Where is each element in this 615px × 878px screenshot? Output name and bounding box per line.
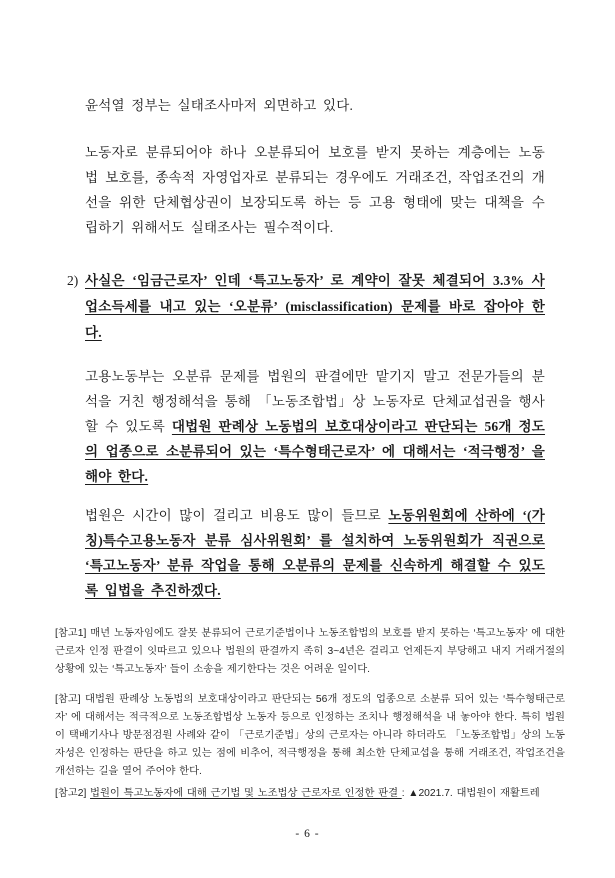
paragraph-moel-active-administration <box>85 364 545 489</box>
reference-note-2-rest: : ▲2021.7. 대법원이 재활트레 <box>401 788 540 799</box>
page-number: - 6 - <box>295 828 320 840</box>
section-heading-number: 2) <box>67 273 79 288</box>
paragraph-emphasized-text: 대법원 판례상 노동법의 보호대상이라고 판단되는 56개 정도의 업종으로 소분류되어 있는 ‘특수형태근로자’ 에 대해서는 ‘적극행정’ 을 해야 한다. <box>85 419 546 484</box>
reference-notes <box>55 625 565 803</box>
paragraph-normal-text: 법원은 시간이 많이 걸리고 비용도 많이 들므로 <box>85 508 389 523</box>
paragraph-intro: 윤석열 정부는 실태조사마저 외면하고 있다. <box>85 98 354 113</box>
reference-note-2-label: [참고2] <box>55 788 91 799</box>
reference-note-1: [참고1] 매년 노동자임에도 잘못 분류되어 근로기준법이나 노동조합법의 보호를 받지 못하는 ‘특고노동자’ 에 대한 근로자 인정 판결이 잇따르고 있으나 법원의 판결까지 족히 3~4년은 걸리고 언제든지 부당해고 내지 거래거절의 상황에 있는 ‘특고노동자’ 들이 소송을 제기한다는 것은 어려운 일이다. <box>55 628 565 675</box>
paragraph-normal-text: 고용노동부는 오분류 문제를 법원의 판결에만 맡기지 말고 전문가들의 분석을 거친 행정해석을 통해 「노동조합법」상 노동자로 단체교섭권을 행사할 수 있도록 <box>85 369 545 434</box>
paragraph-labor-committee-legislation <box>85 503 545 603</box>
reference-note-2 <box>55 785 565 803</box>
section-heading-text: 사실은 ‘임금근로자’ 인데 ‘특고노동자’ 로 계약이 잘못 체결되어 3.3% 사업소득세를 내고 있는 ‘오분류’ (misclassification) 문제를 바로 잡아야 한다. <box>85 273 545 340</box>
section-heading-2 <box>67 268 545 346</box>
reference-note-general: [참고] 대법원 판례상 노동법의 보호대상이라고 판단되는 56개 정도의 업종으로 소분류 되어 있는 ‘특수형태근로자’ 에 대해서는 적극적으로 노동조합법상 노동자 등으로 인정하는 조치나 행정해석을 내 놓아야 한다. 특히 법원이 택배기사나 방문점검원 사례와 같이 「근로기준법」상의 근로자는 아니라 하더라도 「노동조합법」상의 노동자성은 인정하는 판단을 하고 있는 점에 비추어, 적극행정을 통해 최소한 단체교섭을 통해 거래조건, 작업조건을 개선하는 길을 열어 주어야 한다. <box>55 694 565 777</box>
paragraph-emphasized-text: 노동위원회에 산하에 ‘(가칭)특수고용노동자 분류 심사위원회’ 를 설치하여 노동위원회가 직권으로 ‘특고노동자’ 분류 작업을 통해 오분류의 문제를 신속하게 해결할 수 있도록 입법을 추진하겠다. <box>85 508 545 598</box>
paragraph-misclassified-protection: 노동자로 분류되어야 하나 오분류되어 보호를 받지 못하는 계층에는 노동법 보호를, 종속적 자영업자로 분류되는 경우에도 거래조건, 작업조건의 개선을 위한 단체협상권이 보장되도록 하는 등 고용 형태에 맞는 대책을 수립하기 위해서도 실태조사는 필수적이다. <box>85 145 545 235</box>
reference-note-2-underlined: 법원이 특고노동자에 대해 근기법 및 노조법상 근로자로 인정한 판결 <box>90 788 402 799</box>
